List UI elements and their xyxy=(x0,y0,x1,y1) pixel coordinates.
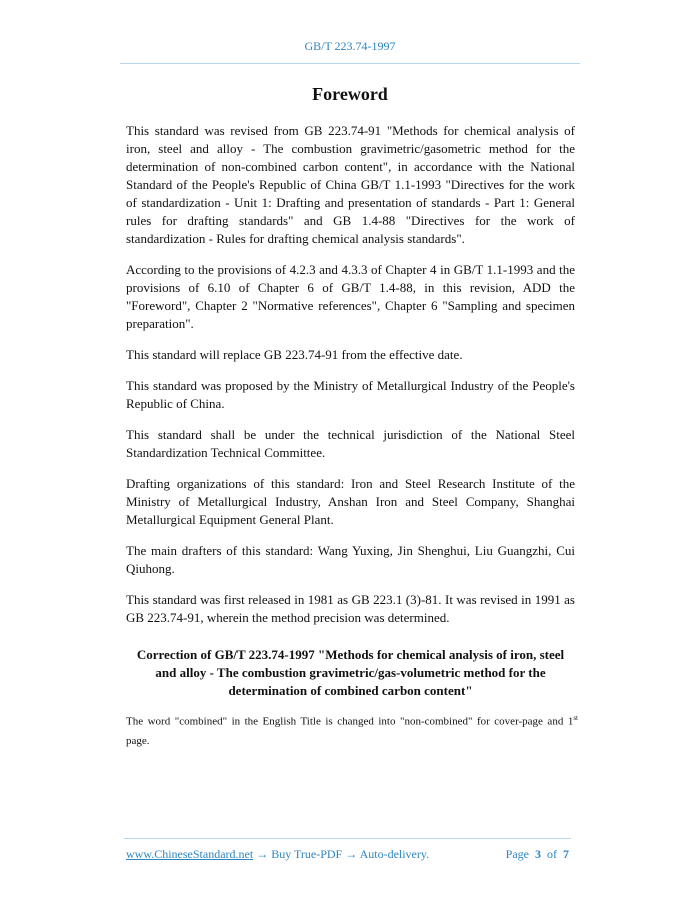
footer xyxy=(126,847,575,862)
header-divider xyxy=(120,63,580,64)
paragraph: This standard shall be under the technical jurisdiction of the National Steel Standardization Technical Committee. xyxy=(126,427,575,460)
page-number: 3 xyxy=(535,847,541,861)
page-indicator xyxy=(506,847,569,862)
correction-note-end: page. xyxy=(126,734,150,747)
correction-note xyxy=(126,709,578,751)
paragraph: According to the provisions of 4.2.3 and 4.3.3 of Chapter 4 in GB/T 1.1-1993 and the provisions of 6.10 of Chapter 6 of GB/T 1.4-88, in this revision, ADD the "Foreword", Chapter 2 "Normative references", Chapter 6 "Sampling and specimen preparation". xyxy=(126,262,575,331)
paragraph: This standard was revised from GB 223.74-91 "Methods for chemical analysis of iron, steel and alloy - The combustion gravimetric/gasometric method for the determination of non-combined carbon content", in accordance with the National Standard of the People's Republic of China GB/T 1.1-1993 "Directives for the work of standardization - Unit 1: Drafting and presentation of standards - Part 1: General rules for drafting standards" and GB 1.4-88 "Directives for the work of standardization - Rules for drafting chemical analysis standards". xyxy=(126,123,575,246)
paragraph: This standard was first released in 1981 as GB 223.1 (3)-81. It was revised in 1991 as GB 223.74-91, wherein the method precision was determined. xyxy=(126,592,575,625)
paragraph: This standard was proposed by the Ministry of Metallurgical Industry of the People's Republic of China. xyxy=(126,378,575,411)
footer-tagline: → Buy True-PDF → Auto-delivery. xyxy=(253,847,430,861)
footer-divider xyxy=(124,838,571,839)
of-label: of xyxy=(547,847,557,861)
paragraph: The main drafters of this standard: Wang Yuxing, Jin Shenghui, Liu Guangzhi, Cui Qiuhong. xyxy=(126,543,575,576)
header-doc-id: GB/T 223.74-1997 xyxy=(304,39,396,53)
page-total: 7 xyxy=(563,847,569,861)
website-link[interactable]: www.ChineseStandard.net xyxy=(126,847,254,861)
page-title: Foreword xyxy=(312,84,388,104)
paragraph: Drafting organizations of this standard: Iron and Steel Research Institute of the Ministry of Metallurgical Industry, Anshan Iron and Steel Company, Shanghai Metallurgical Equipment General Plant. xyxy=(126,476,575,527)
ordinal-suffix: st xyxy=(573,714,578,722)
page-label: Page xyxy=(505,847,529,861)
foreword-body xyxy=(126,122,575,640)
correction-note-text: The word "combined" in the English Title is changed into "non-combined" for cover-page and 1 xyxy=(126,715,574,728)
correction-title: Correction of GB/T 223.74-1997 "Methods for chemical analysis of iron, steel and alloy - The combustion gravimetric/gas-volumetric method for the determination of combined carbon content" xyxy=(136,647,565,698)
paragraph: This standard will replace GB 223.74-91 from the effective date. xyxy=(126,347,463,362)
